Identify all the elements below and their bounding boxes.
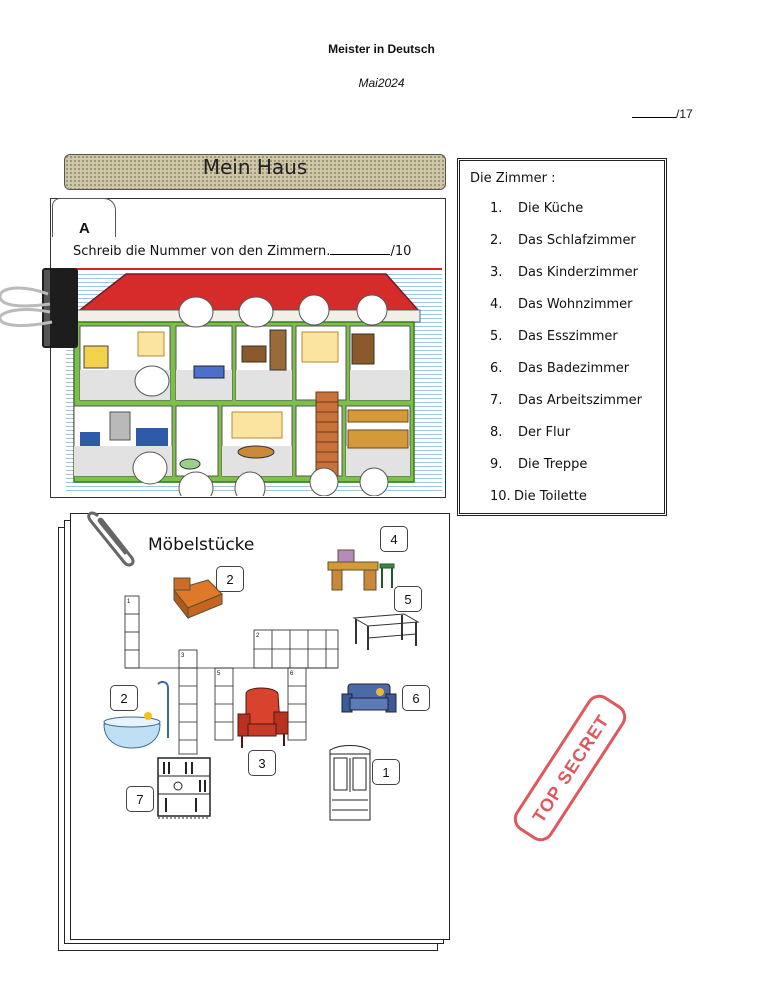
list-item-label: Das Esszimmer [518, 329, 618, 344]
instruction-sentence: Schreib die Nummer von den Zimmern. [73, 244, 331, 259]
binder-clip-icon [0, 266, 86, 350]
bookshelf-icon [156, 756, 214, 822]
list-item-label: Das Schlafzimmer [518, 233, 636, 248]
window [138, 332, 164, 356]
kitchen-cabinets [348, 410, 408, 422]
score-total: /17 [676, 107, 693, 121]
list-item-label: Die Treppe [518, 457, 588, 472]
door [270, 330, 286, 370]
stamp-text: TOP SECRET [528, 710, 614, 827]
desk [242, 346, 266, 362]
bathtub [194, 366, 224, 378]
paperclip-icon [84, 506, 138, 570]
rooms-list-box [457, 158, 667, 516]
clue-number-box: 6 [402, 685, 430, 711]
bath-mat [180, 459, 200, 469]
clue-number-box: 7 [126, 786, 154, 812]
grid-number: 5 [217, 671, 221, 677]
list-item-number: 3. [490, 265, 503, 280]
clue-number-box: 4 [380, 526, 408, 552]
clue-number-box: 2 [216, 566, 244, 592]
instruction-points: /10 [390, 244, 412, 259]
rooms-list [490, 201, 642, 521]
total-score [632, 107, 693, 121]
answer-circle[interactable] [179, 297, 213, 327]
grid-number: 6 [290, 671, 294, 677]
section-a-label: A [79, 220, 90, 237]
list-item [490, 297, 642, 329]
sofa-icon [340, 680, 398, 718]
floor [236, 370, 292, 400]
list-item [490, 361, 642, 393]
list-item [490, 489, 642, 521]
answer-line [330, 254, 390, 255]
answer-circle[interactable] [135, 366, 169, 396]
floor [350, 370, 410, 400]
staircase [316, 392, 338, 476]
clue-number-box: 3 [248, 750, 276, 776]
furniture-title: Möbelstücke [148, 535, 255, 555]
answer-circle[interactable] [360, 468, 388, 496]
score-blank [632, 107, 676, 118]
list-item-label: Das Kinderzimmer [518, 265, 638, 280]
sofa [136, 428, 168, 446]
window [232, 412, 282, 438]
grid-number: 3 [181, 653, 185, 659]
document-date: Mai2024 [358, 76, 405, 90]
top-secret-stamp [507, 688, 633, 847]
list-item-label: Das Wohnzimmer [518, 297, 633, 312]
list-item [490, 265, 642, 297]
answer-circle[interactable] [133, 452, 167, 484]
grid-number: 1 [127, 599, 131, 605]
list-item-label: Das Arbeitszimmer [518, 393, 642, 408]
list-item-number: 7. [490, 393, 503, 408]
list-item-number: 9. [490, 457, 503, 472]
table-icon [352, 610, 420, 652]
kitchen-counter [348, 430, 408, 448]
instruction-text [73, 244, 411, 259]
list-item-label: Die Toilette [514, 489, 587, 504]
answer-circle[interactable] [310, 468, 338, 496]
list-item-number: 10. [490, 489, 511, 504]
wardrobe [352, 334, 374, 364]
list-item [490, 201, 642, 233]
wardrobe-icon [326, 744, 374, 824]
list-item [490, 425, 642, 457]
list-item-label: Der Flur [518, 425, 571, 440]
list-item [490, 329, 642, 361]
list-item [490, 457, 642, 489]
banner-title: Mein Haus [202, 155, 308, 179]
list-item-number: 4. [490, 297, 503, 312]
list-item [490, 233, 642, 265]
window [302, 332, 338, 362]
house-illustration [66, 266, 442, 496]
list-item-number: 1. [490, 201, 503, 216]
section-banner [64, 154, 446, 190]
armchair [80, 432, 100, 446]
list-item-label: Die Küche [518, 201, 584, 216]
document-title: Meister in Deutsch [328, 42, 435, 56]
fireplace [110, 412, 130, 440]
list-item-number: 8. [490, 425, 503, 440]
rooms-list-title: Die Zimmer : [470, 171, 556, 186]
clue-number-box: 1 [372, 759, 400, 785]
list-item-number: 2. [490, 233, 503, 248]
list-item [490, 393, 642, 425]
answer-circle[interactable] [299, 295, 329, 325]
answer-circle[interactable] [357, 295, 387, 325]
section-a-tab [52, 198, 116, 237]
clue-number-box: 5 [394, 586, 422, 612]
grid-number: 2 [256, 633, 260, 639]
clue-number-box: 2 [110, 685, 138, 711]
answer-circle[interactable] [239, 297, 273, 327]
list-item-number: 6. [490, 361, 503, 376]
stamp-frame [507, 688, 633, 847]
armchair-icon [234, 684, 294, 752]
bed [84, 346, 108, 368]
table [238, 446, 274, 458]
list-item-number: 5. [490, 329, 503, 344]
list-item-label: Das Badezimmer [518, 361, 630, 376]
